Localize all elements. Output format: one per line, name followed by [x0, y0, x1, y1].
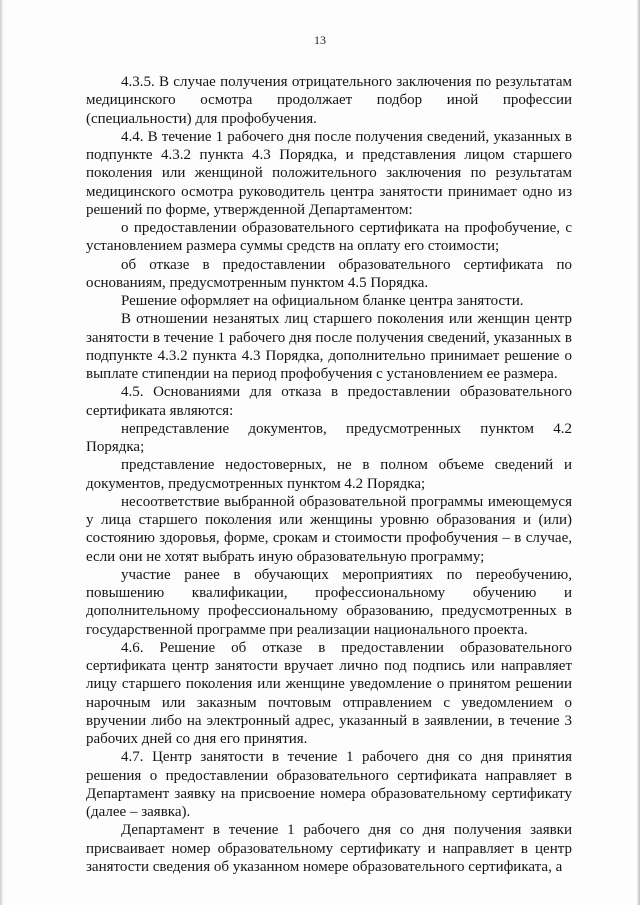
document-body [86, 73, 572, 876]
page-number: 13 [314, 33, 326, 47]
paragraph-4-6: 4.6. Решение об отказе в предоставлении образовательного сертификата центр занятости вручает лично под подпись или направляет лицу старшего поколения или женщине уведомление о принятом решении нарочным или заказным почтовым отправлением с уведомлением о вручении либо на электронный адрес, указанный в заявлении, в течение 3 рабочих дней со дня его принятия. [86, 639, 572, 747]
paragraph-4-3-5: 4.3.5. В случае получения отрицательного заключения по результатам медицинского осмотра продолжает подбор иной профессии (специальности) для профобучения. [86, 74, 572, 127]
paragraph-ground-false-info: представление недостоверных, не в полном объеме сведений и документов, предусмотренных пунктом 4.2 Порядка; [86, 457, 572, 492]
paragraph-stipend: В отношении незанятых лиц старшего поколения или женщин центр занятости в течение 1 рабочего дня после получения сведений, указанных в подпункте 4.3.2 пункта 4.3 Порядка, дополнительно принимает решение о выплате стипендии на период профобучения с установлением ее размера. [86, 311, 572, 382]
paragraph-ground-missing-docs: непредставление документов, предусмотренных пунктом 4.2 Порядка; [86, 420, 572, 455]
paragraph-department: Департамент в течение 1 рабочего дня со дня получения заявки присваивает номер образовательному сертификату и направляет в центр занятости сведения об указанном номере образовательного сертификата, а [86, 822, 572, 875]
paragraph-decision-refuse: об отказе в предоставлении образовательного сертификата по основаниям, предусмотренным пунктом 4.5 Порядка. [86, 256, 572, 291]
paragraph-ground-mismatch: несоответствие выбранной образовательной программы имеющемуся у лица старшего поколения или женщины уровню образования и (или) состоянию здоровья, форме, срокам и стоимости профобучения – в случае, если они не хотят выбрать иную образовательную программу; [86, 493, 572, 565]
paragraph-4-4: 4.4. В течение 1 рабочего дня после получения сведений, указанных в подпункте 4.3.2 пункта 4.3 Порядка, и представления лицом старшего поколения или женщиной положительного заключения по результатам медицинского осмотра руководитель центра занятости принимает одно из решений по форме, утвержденной Департаментом: [86, 128, 572, 218]
paragraph-ground-prior-training: участие ранее в обучающих мероприятиях по переобучению, повышению квалификации, профессиональному обучению и дополнительному профессиональному образованию, предусмотренных в государственной программе при реализации национального проекта. [86, 566, 572, 638]
page-edge-left [0, 0, 3, 905]
paragraph-decision-grant: о предоставлении образовательного сертификата на профобучение, с установлением размера суммы средств на оплату его стоимости; [86, 220, 572, 255]
paragraph-4-7: 4.7. Центр занятости в течение 1 рабочего дня со дня принятия решения о предоставлении образовательного сертификата направляет в Департамент заявку на присвоение номера образовательному сертификату (далее – заявка). [86, 749, 572, 820]
paragraph-decision-form: Решение оформляет на официальном бланке центра занятости. [121, 293, 524, 309]
paragraph-4-5: 4.5. Основаниями для отказа в предоставлении образовательного сертификата являются: [86, 384, 572, 419]
